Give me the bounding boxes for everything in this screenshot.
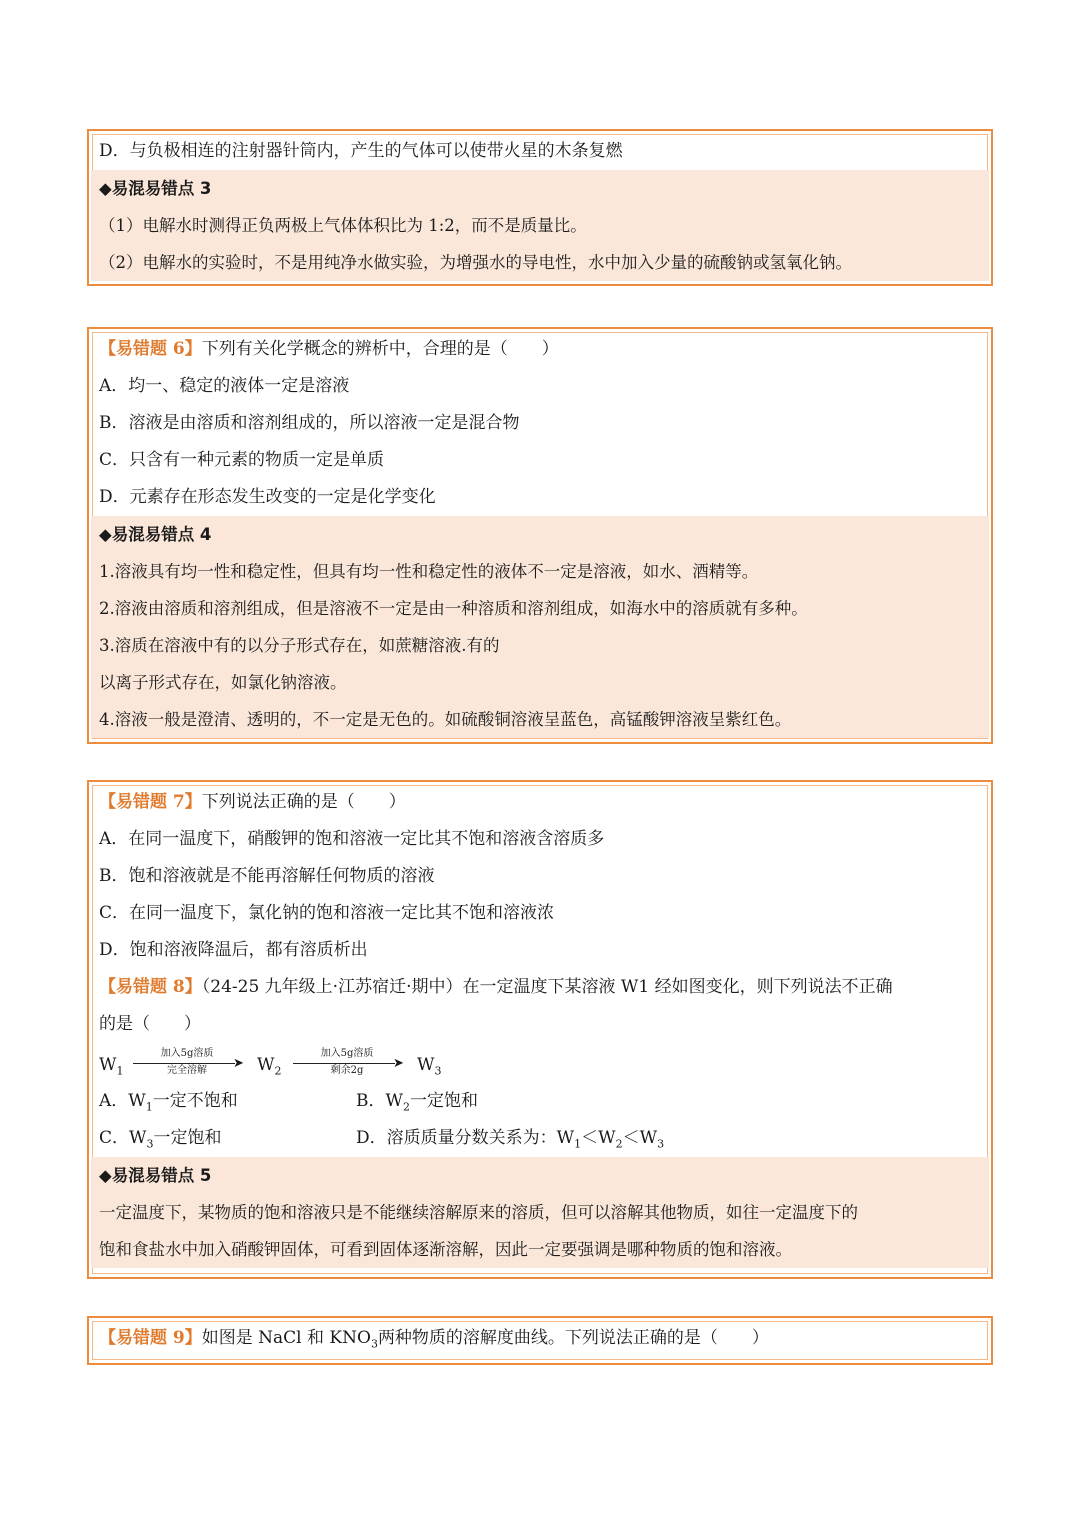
option-b: B．溶液是由溶质和溶剂组成的，所以溶液一定是混合物 [99, 413, 520, 433]
question-box-9 [87, 1316, 993, 1365]
question-text-cont: 两种物质的溶解度曲线。下列说法正确的是（ ） [377, 1328, 769, 1348]
option-c: C．在同一温度下，氯化钠的饱和溶液一定比其不饱和溶液浓 [99, 903, 555, 923]
tip-line: 3.溶质在溶液中有的以分子形式存在，如蔗糖溶液.有的 [99, 636, 500, 655]
w1-label: $W_1$ [99, 1055, 124, 1078]
w3-label: $W_3$ [417, 1055, 442, 1078]
tip-title: ◆易混易错点 5 [99, 1166, 212, 1185]
option-c: C．只含有一种元素的物质一定是单质 [99, 450, 385, 470]
options-row-ab [99, 1083, 981, 1120]
arrowhead-icon: ➤ [393, 1056, 404, 1071]
reaction-diagram [99, 1043, 981, 1083]
arrow-1-shaft [133, 1063, 235, 1064]
arrow-2 [293, 1046, 404, 1080]
option-d: D．溶质质量分数关系为：$W_1<W_2<W_3$ [356, 1128, 665, 1151]
tip-line: 4.溶液一般是澄清、透明的，不一定是无色的。如硫酸铜溶液呈蓝色，高锰酸钾溶液呈紫红色。 [99, 710, 792, 729]
tip-block-5 [91, 1157, 989, 1268]
tip-line: （2）电解水的实验时，不是用纯净水做实验，为增强水的导电性，水中加入少量的硫酸钠或氢氧化钠。 [99, 253, 852, 272]
question-8-stem-cont: 的是（ ） [99, 1014, 201, 1034]
question-box-6 [87, 327, 993, 744]
options-row-cd [99, 1120, 981, 1157]
question-9-stem [99, 1320, 981, 1357]
option-c: C．$W_3$一定饱和 [99, 1128, 222, 1151]
w2-label: $W_2$ [257, 1055, 282, 1078]
option-d: D．元素存在形态发生改变的一定是化学变化 [99, 487, 436, 507]
tip-line: （1）电解水时测得正负两极上气体体积比为 1:2，而不是质量比。 [99, 216, 587, 235]
question-tag: 【易错题 9】 [99, 1328, 202, 1348]
option-b: B．饱和溶液就是不能再溶解任何物质的溶液 [99, 866, 435, 886]
arrow-1-top-label: 加入5g溶质 [160, 1048, 214, 1059]
arrow-1 [133, 1046, 244, 1080]
question-tag: 【易错题 8】 [99, 977, 202, 997]
arrow-2-top-label: 加入5g溶质 [320, 1048, 374, 1059]
question-box-7-8 [87, 780, 993, 1279]
tip-block-4 [91, 516, 989, 738]
option-a: A．在同一温度下，硝酸钾的饱和溶液一定比其不饱和溶液含溶质多 [99, 829, 605, 849]
question-7-stem [99, 784, 981, 821]
tip-line: 1.溶液具有均一性和稳定性，但具有均一性和稳定性的液体不一定是溶液，如水、酒精等。 [99, 562, 759, 581]
question-tag: 【易错题 7】 [99, 792, 202, 812]
question-text: 下列有关化学概念的辨析中，合理的是（ ） [201, 339, 559, 359]
option-d: D．饱和溶液降温后，都有溶质析出 [99, 940, 368, 960]
arrow-1-bottom-label: 完全溶解 [167, 1065, 207, 1076]
tip-line: 饱和食盐水中加入硝酸钾固体，可看到固体逐渐溶解，因此一定要强调是哪种物质的饱和溶液。 [99, 1240, 792, 1259]
question-tag: 【易错题 6】 [99, 339, 202, 359]
arrow-2-bottom-label: 剩余2g [330, 1065, 364, 1076]
arrow-2-shaft [293, 1063, 395, 1064]
question-text: 如图是 NaCl 和 KNO [201, 1328, 371, 1348]
question-box-1 [87, 129, 993, 286]
question-text: （24-25 九年级上·江苏宿迁·期中）在一定温度下某溶液 W1 经如图变化，则下列说法不正确 [201, 977, 893, 997]
arrowhead-icon: ➤ [233, 1056, 244, 1071]
tip-line: 一定温度下，某物质的饱和溶液只是不能继续溶解原来的溶质，但可以溶解其他物质，如往一定温度下的 [99, 1203, 858, 1222]
tip-title: ◆易混易错点 3 [99, 179, 212, 198]
question-8-stem [99, 969, 981, 1006]
tip-block-3 [91, 170, 989, 281]
tip-title: ◆易混易错点 4 [99, 525, 212, 544]
tip-line: 以离子形式存在，如氯化钠溶液。 [99, 673, 347, 692]
option-d: D．与负极相连的注射器针筒内，产生的气体可以使带火星的木条复燃 [99, 141, 623, 161]
tip-line: 2.溶液由溶质和溶剂组成，但是溶液不一定是由一种溶质和溶剂组成，如海水中的溶质就有多种。 [99, 599, 808, 618]
option-a: A．$W_1$一定不饱和 [99, 1091, 238, 1114]
question-6-stem [99, 331, 981, 368]
option-a: A．均一、稳定的液体一定是溶液 [99, 376, 350, 396]
subscript: 3 [370, 1337, 378, 1351]
option-b: B．$W_2$一定饱和 [356, 1091, 478, 1114]
question-text: 下列说法正确的是（ ） [201, 792, 406, 812]
